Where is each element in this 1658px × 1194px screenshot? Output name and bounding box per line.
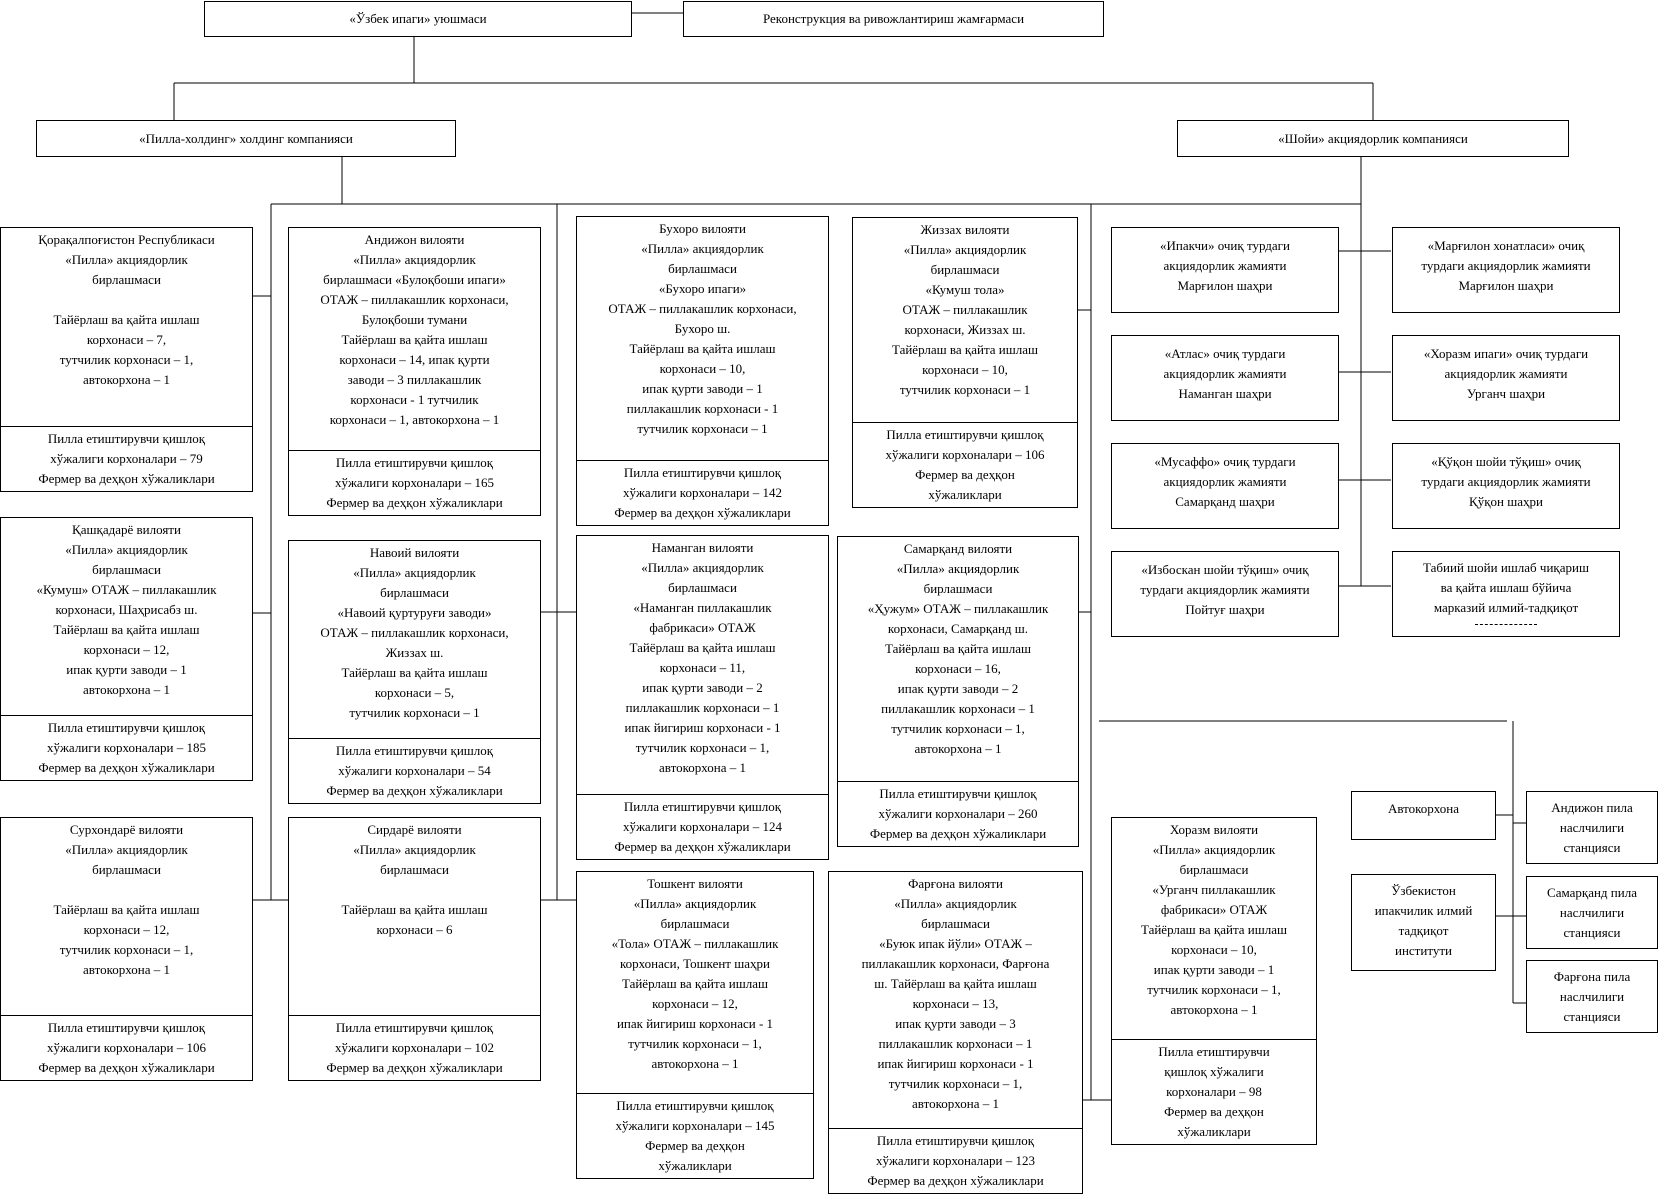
text-line: ОТАЖ – пиллакашлик корхонаси, bbox=[608, 301, 797, 316]
text-line: корхонаси – 10, bbox=[1171, 942, 1257, 957]
text-line: тутчилик корхонаси – 1 bbox=[637, 421, 768, 436]
text-line: пиллакашлик корхонаси - 1 bbox=[626, 401, 779, 416]
text-line: қишлоқ хўжалиги bbox=[1164, 1064, 1264, 1079]
region-top-section bbox=[838, 537, 1078, 781]
text-line: ОТАЖ – пиллакашлик корхонаси, bbox=[320, 625, 509, 640]
text-line: Қорақалпоғистон Республикаси bbox=[38, 232, 215, 247]
text-line: бирлашмаси bbox=[92, 562, 161, 577]
text-line: институти bbox=[1395, 943, 1452, 958]
text-line: Пилла етиштирувчи bbox=[1158, 1044, 1270, 1059]
text-line: Жиззах вилояти bbox=[920, 222, 1010, 237]
text-line: Фарғона пила bbox=[1553, 969, 1631, 984]
text-line bbox=[293, 880, 536, 900]
text-line: Бухоро вилояти bbox=[659, 221, 746, 236]
text-line: корхонаси – 10, bbox=[922, 362, 1008, 377]
region-surxondaryo-box bbox=[0, 817, 253, 1081]
avtokorxona-box bbox=[1351, 791, 1496, 840]
text-line: «Тола» ОТАЖ – пиллакашлик bbox=[611, 936, 779, 951]
text-line: Андижон вилояти bbox=[364, 232, 465, 247]
jsc-atlas-box bbox=[1111, 335, 1339, 421]
region-bottom-section bbox=[853, 422, 1077, 507]
text-line: Тайёрлаш ва қайта ишлаш bbox=[891, 342, 1039, 357]
text-line: тутчилик корхонаси – 1, bbox=[59, 352, 194, 367]
text-line: бирлашмаси bbox=[1179, 862, 1249, 877]
text-line: хўжалиги корхоналари – 142 bbox=[622, 485, 783, 500]
samarqand-station-box bbox=[1526, 876, 1658, 949]
text-line: автокорхона – 1 bbox=[651, 1056, 739, 1071]
text-line: корхонаси – 14, ипак қурти bbox=[339, 352, 490, 367]
text-line: марказий илмий-тадқиқот bbox=[1433, 600, 1579, 615]
text-line: станцияси bbox=[1563, 925, 1621, 940]
text-line: Тайёрлаш ва қайта ишлаш bbox=[621, 976, 769, 991]
region-bottom-section bbox=[1, 715, 252, 780]
region-andijon-box bbox=[288, 227, 541, 516]
text-line: корхонаси - 1 тутчилик bbox=[350, 392, 479, 407]
text-line: Самарқанд шаҳри bbox=[1175, 494, 1275, 509]
text-line: Пойтуғ шаҳри bbox=[1185, 602, 1265, 617]
text-line: ипак йигириш корхонаси - 1 bbox=[616, 1016, 774, 1031]
text-line: Пилла етиштирувчи қишлоқ bbox=[886, 427, 1044, 442]
text-line: Қўқон шаҳри bbox=[1469, 494, 1543, 509]
text-line: Навоий вилояти bbox=[369, 545, 460, 560]
text-line: Пилла етиштирувчи қишлоқ bbox=[47, 720, 206, 735]
text-line: «Пилла» акциядорлик bbox=[353, 252, 476, 267]
text-line bbox=[5, 290, 248, 310]
jsc-text bbox=[1112, 336, 1338, 406]
text-line: Пилла етиштирувчи қишлоқ bbox=[623, 465, 782, 480]
text-line: акциядорлик жамияти bbox=[1163, 474, 1287, 489]
text-line: бирлашмаси bbox=[92, 862, 161, 877]
text-line: пиллакашлик корхонаси – 1 bbox=[878, 1036, 1033, 1051]
text-line: «Ипакчи» очиқ турдаги bbox=[1160, 238, 1290, 253]
text-line: хўжалиги корхоналари – 260 bbox=[878, 806, 1038, 821]
text-line: Тайёрлаш ва қайта ишлаш bbox=[341, 332, 488, 347]
avtokorxona-text bbox=[1384, 792, 1463, 821]
text-line: ш. Тайёрлаш ва қайта ишлаш bbox=[874, 976, 1037, 991]
shoyi-company-title: «Шойи» акциядорлик компанияси bbox=[1278, 130, 1468, 146]
text-line: корхонаси – 16, bbox=[915, 661, 1001, 676]
text-line: хўжалиги корхоналари – 123 bbox=[875, 1153, 1036, 1168]
station-text bbox=[1527, 961, 1657, 1029]
text-line: корхонаси – 7, bbox=[86, 332, 167, 347]
text-line: Булоқбоши тумани bbox=[361, 312, 468, 327]
text-line: Фермер ва деҳқон хўжаликлари bbox=[326, 783, 503, 798]
text-line: ипак қурти заводи – 3 bbox=[895, 1016, 1016, 1031]
text-line: автокорхона – 1 bbox=[83, 682, 170, 697]
text-line: «Қўқон шойи тўқиш» очиқ bbox=[1431, 454, 1581, 469]
text-line: автокорхона – 1 bbox=[83, 962, 170, 977]
text-line: Урганч шаҳри bbox=[1466, 386, 1546, 401]
station-text bbox=[1527, 877, 1657, 945]
region-top-section bbox=[577, 536, 828, 794]
text-line: бирлашмаси bbox=[668, 261, 737, 276]
text-line: Қашқадарё вилояти bbox=[72, 522, 181, 537]
text-line: «Буюк ипак йўли» ОТАЖ – bbox=[879, 936, 1032, 951]
text-line: наслчилиги bbox=[1559, 820, 1625, 835]
text-line: «Пилла» акциядорлик bbox=[1152, 842, 1276, 857]
text-line: Фермер ва деҳқон хўжаликлари bbox=[614, 839, 791, 854]
text-line: корхонаси – 13, bbox=[912, 996, 999, 1011]
jsc-text bbox=[1393, 444, 1619, 514]
jsc-xorazm-ipagi-box bbox=[1392, 335, 1620, 421]
text-line: пиллакашлик корхонаси – 1 bbox=[625, 700, 780, 715]
text-line: «Пилла» акциядорлик bbox=[65, 842, 188, 857]
text-line: Сирдарё вилояти bbox=[367, 822, 462, 837]
text-line: ОТАЖ – пиллакашлик bbox=[902, 302, 1028, 317]
text-line: Фермер ва деҳқон хўжаликлари bbox=[38, 760, 215, 775]
text-line: Пилла етиштирувчи қишлоқ bbox=[47, 1020, 206, 1035]
text-line: бирлашмаси «Булоқбоши ипаги» bbox=[323, 272, 506, 287]
text-line: тутчилик корхонаси – 1, bbox=[635, 740, 770, 755]
text-line: «Ҳужум» ОТАЖ – пиллакашлик bbox=[867, 601, 1049, 616]
text-line: корхонаси, Жиззах ш. bbox=[904, 322, 1026, 337]
text-line: бирлашмаси bbox=[921, 916, 990, 931]
text-line: корхоналари – 98 bbox=[1166, 1084, 1262, 1099]
text-line: корхонаси, Самарқанд ш. bbox=[887, 621, 1029, 636]
text-line: ипак қурти заводи – 1 bbox=[642, 381, 763, 396]
text-line: тутчилик корхонаси – 1, bbox=[59, 942, 194, 957]
pilla-holding-box bbox=[36, 120, 456, 157]
text-line: «Пилла» акциядорлик bbox=[896, 561, 1020, 576]
text-line: автокорхона – 1 bbox=[83, 372, 170, 387]
text-line: Табиий шойи ишлаб чиқариш bbox=[1423, 560, 1589, 575]
jsc-text bbox=[1112, 552, 1338, 622]
association-title: «Ўзбек ипаги» уюшмаси bbox=[349, 11, 487, 26]
uzbek-ipagi-association-box bbox=[204, 1, 632, 37]
jsc-quqon-shoyi-box bbox=[1392, 443, 1620, 529]
text-line: хўжалиги корхоналари – 106 bbox=[885, 447, 1045, 462]
text-line: хўжалиги корхоналари – 102 bbox=[334, 1040, 495, 1055]
text-line: Тайёрлаш ва қайта ишлаш bbox=[53, 312, 200, 327]
text-line: ва қайта ишлаш бўйича bbox=[1440, 580, 1572, 595]
region-top-section bbox=[289, 541, 540, 738]
text-line: Тайёрлаш ва қайта ишлаш bbox=[884, 641, 1032, 656]
region-jizzax-box bbox=[852, 217, 1078, 508]
text-line: «Пилла» акциядорлик bbox=[353, 842, 476, 857]
region-top-section bbox=[1, 518, 252, 715]
text-line: Марғилон шаҳри bbox=[1177, 278, 1273, 293]
text-line: «Мусаффо» очиқ турдаги bbox=[1154, 454, 1296, 469]
text-line: ипак қурти заводи – 2 bbox=[897, 681, 1019, 696]
text-line: тутчилик корхонаси – 1, bbox=[888, 1076, 1023, 1091]
text-line: корхонаси – 12, bbox=[83, 642, 170, 657]
text-line: наслчилиги bbox=[1559, 989, 1625, 1004]
text-line: турдаги акциядорлик жамияти bbox=[1421, 258, 1591, 273]
text-line: Фарғона вилояти bbox=[908, 876, 1003, 891]
shoyi-company-box bbox=[1177, 120, 1569, 157]
jsc-text bbox=[1112, 228, 1338, 298]
text-line: тутчилик корхонаси – 1, bbox=[1147, 982, 1281, 997]
text-line: Автокорхона bbox=[1387, 801, 1460, 816]
text-line: тутчилик корхонаси – 1 bbox=[899, 382, 1031, 397]
text-line: хўжаликлари bbox=[928, 487, 1002, 502]
region-bottom-section bbox=[289, 1015, 540, 1080]
text-line: «Кумуш» ОТАЖ – пиллакашлик bbox=[36, 582, 217, 597]
region-top-section bbox=[1, 228, 252, 426]
text-line: Самарқанд вилояти bbox=[903, 541, 1013, 556]
text-line: «Пилла» акциядорлик bbox=[65, 252, 188, 267]
fund-title: Реконструкция ва ривожлантириш жамғармаси bbox=[762, 11, 1025, 26]
text-line: Самарқанд пила bbox=[1547, 885, 1637, 900]
text-line: Тайёрлаш ва қайта ишлаш bbox=[629, 640, 776, 655]
text-line: Пилла етиштирувчи қишлоқ bbox=[335, 743, 494, 758]
jsc-text bbox=[1393, 552, 1619, 620]
region-toshkent-box bbox=[576, 871, 814, 1179]
region-namangan-box bbox=[576, 535, 829, 860]
region-bottom-section bbox=[1, 426, 252, 491]
text-line: ипак қурти заводи – 2 bbox=[642, 680, 763, 695]
text-line: «Марғилон хонатласи» очиқ bbox=[1427, 238, 1585, 253]
region-karakalpak-box bbox=[0, 227, 253, 492]
silk-research-institute-box bbox=[1351, 874, 1496, 971]
text-line: бирлашмаси bbox=[380, 585, 449, 600]
text-line: Пилла етиштирувчи қишлоқ bbox=[335, 1020, 494, 1035]
text-line: корхонаси, Тошкент шаҳри bbox=[620, 956, 770, 971]
text-line: корхонаси – 10, bbox=[659, 361, 746, 376]
region-top-section bbox=[577, 217, 828, 460]
text-line: Пилла етиштирувчи қишлоқ bbox=[47, 431, 206, 446]
text-line: «Урганч пиллакашлик bbox=[1152, 882, 1276, 897]
text-line: корхонаси – 11, bbox=[659, 660, 746, 675]
region-bottom-section bbox=[289, 450, 540, 515]
text-line: «Хоразм ипаги» очиқ турдаги bbox=[1423, 346, 1589, 361]
text-line: «Избоскан шойи тўқиш» очиқ bbox=[1141, 562, 1309, 577]
text-line: Тайёрлаш ва қайта ишлаш bbox=[341, 902, 488, 917]
text-line: пиллакашлик корхонаси – 1 bbox=[881, 701, 1035, 716]
region-sirdaryo-box bbox=[288, 817, 541, 1081]
text-line: наслчилиги bbox=[1559, 905, 1625, 920]
text-line: пиллакашлик корхонаси, Фарғона bbox=[861, 956, 1050, 971]
region-top-section bbox=[289, 228, 540, 450]
reconstruction-fund-box bbox=[683, 1, 1104, 37]
text-line: Тайёрлаш ва қайта ишлаш bbox=[53, 622, 200, 637]
text-line: Наманган шаҳри bbox=[1178, 386, 1272, 401]
text-line: хўжаликлари bbox=[658, 1158, 732, 1173]
text-line: Фермер ва деҳқон хўжаликлари bbox=[614, 505, 791, 520]
region-top-section bbox=[1, 818, 252, 1015]
text-line: Марғилон шаҳри bbox=[1458, 278, 1554, 293]
text-line: тутчилик корхонаси – 1 bbox=[349, 705, 480, 720]
pilla-holding-title: «Пилла-холдинг» холдинг компанияси bbox=[139, 130, 353, 146]
text-line: Фермер ва деҳқон хўжаликлари bbox=[869, 826, 1047, 841]
text-line: Фермер ва деҳқон bbox=[915, 467, 1015, 482]
text-line: хўжалиги корхоналари – 106 bbox=[46, 1040, 207, 1055]
text-line: Фермер ва деҳқон bbox=[645, 1138, 745, 1153]
text-line: «Пилла» акциядорлик bbox=[641, 560, 764, 575]
region-fargona-box bbox=[828, 871, 1083, 1194]
text-line: «Пилла» акциядорлик bbox=[903, 242, 1027, 257]
institute-text bbox=[1352, 875, 1495, 963]
text-line: Пилла етиштирувчи қишлоқ bbox=[623, 799, 782, 814]
station-text bbox=[1527, 792, 1657, 860]
text-line: фабрикаси» ОТАЖ bbox=[649, 620, 756, 635]
region-top-section bbox=[577, 872, 813, 1093]
text-line: корхонаси – 6 bbox=[376, 922, 453, 937]
text-line: Фермер ва деҳқон хўжаликлари bbox=[38, 1060, 215, 1075]
text-line: Тайёрлаш ва қайта ишлаш bbox=[629, 341, 776, 356]
region-navoiy-box bbox=[288, 540, 541, 804]
text-line: Хоразм вилояти bbox=[1169, 822, 1259, 837]
text-line: хўжалиги корхоналари – 185 bbox=[46, 740, 207, 755]
text-line: заводи – 3 пиллакашлик bbox=[347, 372, 482, 387]
jsc-text bbox=[1393, 228, 1619, 298]
text-line: ипак қурти заводи – 1 bbox=[1153, 962, 1275, 977]
region-bottom-section bbox=[829, 1128, 1082, 1193]
text-line: «Пилла» акциядорлик bbox=[894, 896, 1017, 911]
text-line: «Навоий қуртуруғи заводи» bbox=[337, 605, 492, 620]
text-line: Ўзбекистон bbox=[1391, 883, 1456, 898]
text-line: хўжалиги корхоналари – 79 bbox=[50, 451, 203, 466]
region-bottom-section bbox=[289, 738, 540, 803]
dashed-underline bbox=[1393, 620, 1619, 626]
text-line: «Атлас» очиқ турдаги bbox=[1164, 346, 1286, 361]
text-line: Тайёрлаш ва қайта ишлаш bbox=[341, 665, 488, 680]
text-line: «Кумуш тола» bbox=[925, 282, 1005, 297]
text-line: автокорхона – 1 bbox=[659, 760, 746, 775]
text-line: ипак йигириш корхонаси - 1 bbox=[624, 720, 781, 735]
region-top-section bbox=[853, 218, 1077, 422]
text-line: хўжаликлари bbox=[1177, 1124, 1251, 1139]
text-line: Пилла етиштирувчи қишлоқ bbox=[616, 1098, 774, 1113]
andijon-station-box bbox=[1526, 791, 1658, 864]
text-line: турдаги акциядорлик жамияти bbox=[1140, 582, 1310, 597]
region-top-section bbox=[829, 872, 1082, 1128]
text-line: «Пилла» акциядорлик bbox=[65, 542, 188, 557]
text-line: Сурхондарё вилояти bbox=[69, 822, 184, 837]
text-line: Андижон пила bbox=[1551, 800, 1633, 815]
text-line: корхонаси, Шаҳрисабз ш. bbox=[55, 602, 198, 617]
text-line: хўжалиги корхоналари – 145 bbox=[615, 1118, 775, 1133]
region-xorazm-box bbox=[1111, 817, 1317, 1145]
region-top-section bbox=[1112, 818, 1316, 1039]
text-line: Тайёрлаш ва қайта ишлаш bbox=[1140, 922, 1288, 937]
text-line: акциядорлик жамияти bbox=[1163, 258, 1287, 273]
region-top-section bbox=[289, 818, 540, 1015]
text-line: тадқиқот bbox=[1398, 923, 1449, 938]
region-bottom-section bbox=[838, 781, 1078, 846]
text-line: фабрикаси» ОТАЖ bbox=[1160, 902, 1268, 917]
jsc-text bbox=[1393, 336, 1619, 406]
text-line: Пилла етиштирувчи қишлоқ bbox=[879, 786, 1037, 801]
text-line: хўжалиги корхоналари – 124 bbox=[622, 819, 783, 834]
text-line: бирлашмаси bbox=[668, 580, 737, 595]
text-line: акциядорлик жамияти bbox=[1163, 366, 1287, 381]
text-line: Фермер ва деҳқон bbox=[1164, 1104, 1264, 1119]
text-line: тутчилик корхонаси – 1, bbox=[891, 721, 1025, 736]
text-line: бирлашмаси bbox=[92, 272, 161, 287]
region-bottom-section bbox=[1112, 1039, 1316, 1144]
jsc-izboskan-shoyi-box bbox=[1111, 551, 1339, 637]
text-line: бирлашмаси bbox=[660, 916, 730, 931]
text-line: автокорхона – 1 bbox=[1170, 1002, 1258, 1017]
text-line: Фермер ва деҳқон хўжаликлари bbox=[326, 495, 503, 510]
region-bottom-section bbox=[577, 1093, 813, 1178]
text-line: хўжалиги корхоналари – 54 bbox=[338, 763, 491, 778]
text-line: корхонаси – 1, автокорхона – 1 bbox=[329, 412, 500, 427]
text-line: «Наманган пиллакашлик bbox=[633, 600, 772, 615]
text-line: станцияси bbox=[1563, 840, 1621, 855]
region-bottom-section bbox=[1, 1015, 252, 1080]
text-line: Фермер ва деҳқон хўжаликлари bbox=[867, 1173, 1044, 1188]
text-line: ОТАЖ – пиллакашлик корхонаси, bbox=[320, 292, 509, 307]
region-buxoro-box bbox=[576, 216, 829, 526]
text-line: Фермер ва деҳқон хўжаликлари bbox=[38, 471, 215, 486]
text-line: Бухоро ш. bbox=[674, 321, 731, 336]
text-line: тутчилик корхонаси – 1, bbox=[628, 1036, 762, 1051]
jsc-ipakchi-box bbox=[1111, 227, 1339, 313]
text-line: корхонаси – 5, bbox=[374, 685, 455, 700]
jsc-margilon-xonatlasi-box bbox=[1392, 227, 1620, 313]
text-line: бирлашмаси bbox=[923, 581, 993, 596]
region-qashqadaryo-box bbox=[0, 517, 253, 781]
research-center-box bbox=[1392, 551, 1620, 637]
text-line: Тайёрлаш ва қайта ишлаш bbox=[53, 902, 200, 917]
text-line: Фермер ва деҳқон хўжаликлари bbox=[326, 1060, 503, 1075]
jsc-text bbox=[1112, 444, 1338, 514]
text-line: «Пилла» акциядорлик bbox=[633, 896, 757, 911]
region-bottom-section bbox=[577, 460, 828, 525]
jsc-musaffo-box bbox=[1111, 443, 1339, 529]
text-line: турдаги акциядорлик жамияти bbox=[1421, 474, 1591, 489]
text-line: бирлашмаси bbox=[380, 862, 449, 877]
region-samarqand-box bbox=[837, 536, 1079, 847]
region-bottom-section bbox=[577, 794, 828, 859]
text-line: «Бухоро ипаги» bbox=[658, 281, 747, 296]
text-line: автокорхона – 1 bbox=[914, 741, 1002, 756]
text-line: бирлашмаси bbox=[930, 262, 1000, 277]
fargona-station-box bbox=[1526, 960, 1658, 1033]
text-line: хўжалиги корхоналари – 165 bbox=[334, 475, 495, 490]
text-line: автокорхона – 1 bbox=[912, 1096, 999, 1111]
text-line: ипакчилик илмий bbox=[1374, 903, 1473, 918]
text-line: станцияси bbox=[1563, 1009, 1621, 1024]
text-line: Наманган вилояти bbox=[651, 540, 754, 555]
text-line: акциядорлик жамияти bbox=[1444, 366, 1568, 381]
text-line: ипак қурти заводи – 1 bbox=[66, 662, 187, 677]
text-line: Жиззах ш. bbox=[385, 645, 444, 660]
text-line: ипак йигириш корхонаси - 1 bbox=[877, 1056, 1034, 1071]
text-line: корхонаси – 12, bbox=[652, 996, 738, 1011]
text-line bbox=[5, 880, 248, 900]
text-line: Тошкент вилояти bbox=[647, 876, 743, 891]
text-line: корхонаси – 12, bbox=[83, 922, 170, 937]
text-line: Пилла етиштирувчи қишлоқ bbox=[335, 455, 494, 470]
text-line: «Пилла» акциядорлик bbox=[641, 241, 764, 256]
text-line: «Пилла» акциядорлик bbox=[353, 565, 476, 580]
text-line: Пилла етиштирувчи қишлоқ bbox=[876, 1133, 1035, 1148]
